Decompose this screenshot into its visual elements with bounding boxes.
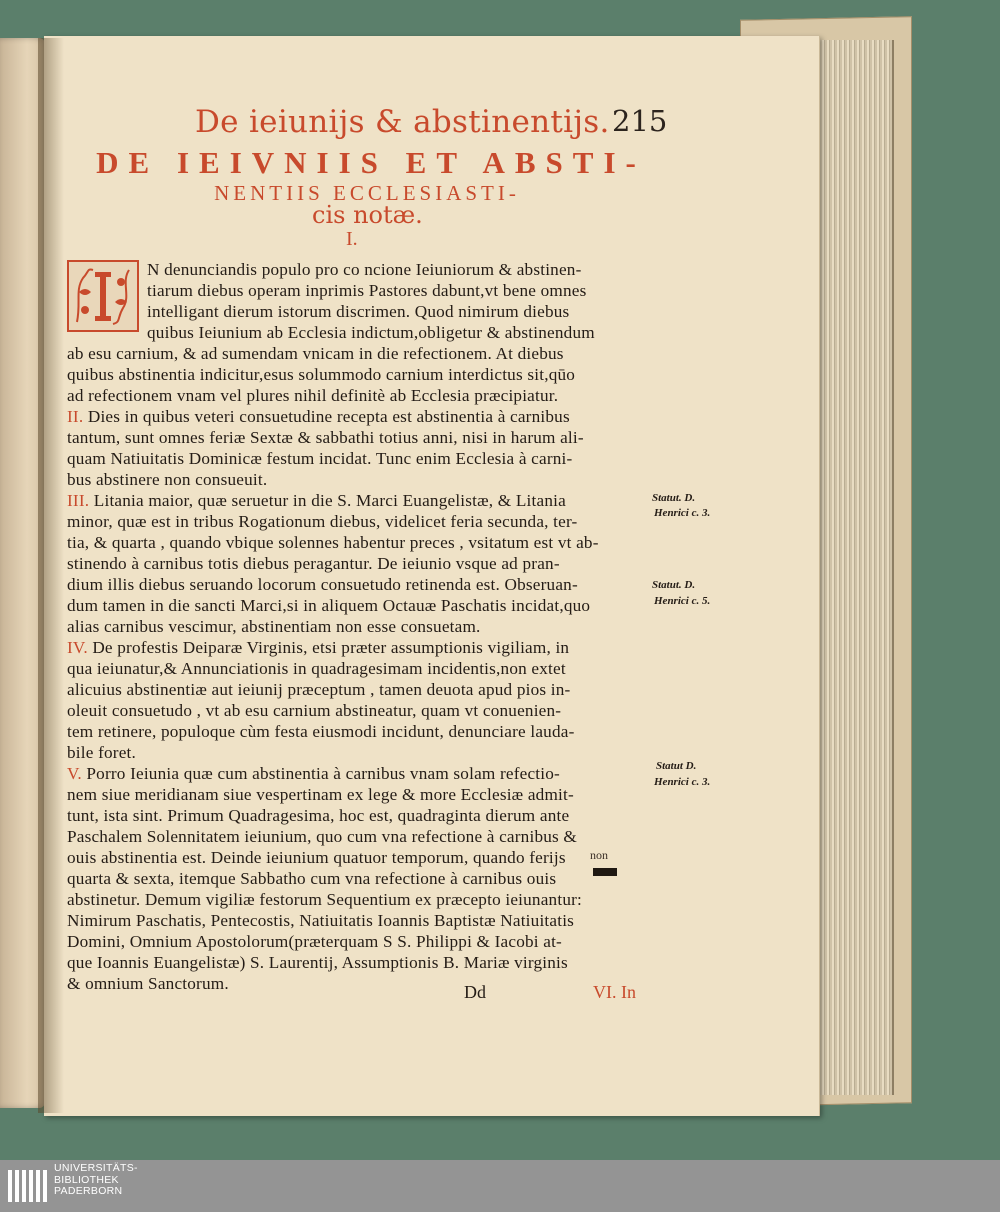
section-numeral: IV. xyxy=(67,638,93,657)
body-line: abstinetur. Demum vigiliæ festorum Sequentium ex præcepto ieiunantur: xyxy=(67,890,583,909)
margin-note: Henrici c. 3. xyxy=(654,507,711,519)
body-line: alias carnibus vescimur, abstinentiam non esse consuetam. xyxy=(67,617,481,636)
margin-note: Statut D. xyxy=(656,760,697,772)
body-line: quam Natiuitatis Dominicæ festum incidat. Tunc enim Ecclesia à carni- xyxy=(67,449,573,468)
body-line: ab esu carnium, & ad sumendam vnicam in die refectionem. At diebus xyxy=(67,344,564,363)
body-line xyxy=(67,764,560,784)
body-line: minor, quæ est in tribus Rogationum diebus, videlicet feria secunda, ter- xyxy=(67,512,578,531)
body-line: dium illis diebus seruando locorum consuetudo retinenda est. Obseruan- xyxy=(67,575,578,594)
body-line xyxy=(67,407,570,427)
body-line: quibus Ieiunium ab Ecclesia indictum,obligetur & abstinendum xyxy=(147,323,595,342)
logo-line: BIBLIOTHEK xyxy=(54,1173,119,1186)
body-line: tunt, ista sint. Primum Quadragesima, hoc est, quadraginta dierum ante xyxy=(67,806,570,825)
logo-line: UNIVERSITÄTS- xyxy=(54,1162,138,1174)
body-line: & omnium Sanctorum. xyxy=(67,974,229,993)
body-line: stinendo à carnibus totis diebus peragantur. De ieiunio vsque ad pran- xyxy=(67,554,560,573)
body-line: Domini, Omnium Apostolorum(præterquam S S. Philippi & Iacobi at- xyxy=(67,932,562,951)
margin-note: Henrici c. 3. xyxy=(654,776,711,788)
struck-word-mark xyxy=(593,868,617,876)
footer-bar xyxy=(0,1160,1000,1212)
body-line: Paschalem Solennitatem ieiunium, quo cum vna refectione à carnibus & xyxy=(67,827,577,846)
signature-mark: Dd xyxy=(464,982,486,1002)
gutter-shadow xyxy=(38,38,64,1113)
interlinear-correction: non xyxy=(590,848,608,862)
library-logo-text xyxy=(54,1163,138,1198)
margin-note: Statut. D. xyxy=(652,492,696,504)
body-line: tem retinere, populoque cùm festa eiusmodi incidunt, denunciare lauda- xyxy=(67,722,575,741)
body-line: Nimirum Paschatis, Pentecostis, Natiuitatis Ioannis Baptistæ Natiuitatis xyxy=(67,911,575,930)
section-numeral: I. xyxy=(346,228,358,250)
body-line: bus abstinere non consueuit. xyxy=(67,470,268,489)
body-line: alicuius abstinentiæ aut ieiunij præceptum , tamen deuota apud pios in- xyxy=(67,680,571,699)
body-line: quarta & sexta, itemque Sabbatho cum vna refectione à carnibus ouis xyxy=(67,869,557,888)
body-line xyxy=(67,491,566,511)
margin-note: Henrici c. 5. xyxy=(654,595,711,607)
body-line: ad refectionem vnam vel plures nihil definitè ab Ecclesia præcipiatur. xyxy=(67,386,559,405)
body-line: ouis abstinentia est. Deinde ieiunium quatuor temporum, quando ferijs xyxy=(67,848,566,867)
body-line: nem siue meridianam siue vespertinam ex lege & more Ecclesiæ admit- xyxy=(67,785,574,804)
body-line: qua ieiunatur,& Annunciationis in quadragesimam incidentis,non extet xyxy=(67,659,566,678)
body-line: N denunciandis populo pro co ncione Ieiuniorum & abstinen- xyxy=(147,260,582,279)
body-line: tia, & quarta , quando vbique solennes habentur preces , vsitatum est vt ab- xyxy=(67,533,599,552)
body-line: intelligant dierum istorum discrimen. Quod nimirum diebus xyxy=(147,302,570,321)
logo-line: PADERBORN xyxy=(54,1185,123,1197)
section-text: De profestis Deiparæ Virginis, etsi præter assumptionis vigiliam, in xyxy=(92,638,570,657)
body-line xyxy=(67,638,569,658)
body-line: bile foret. xyxy=(67,743,137,762)
section-text: Porro Ieiunia quæ cum abstinentia à carnibus vnam solam refectio- xyxy=(86,764,560,783)
chapter-title-line1: DE IEIVNIIS ET ABSTI- xyxy=(96,145,646,180)
section-text: Dies in quibus veteri consuetudine recepta est abstinentia à carnibus xyxy=(87,407,570,426)
chapter-title-line2: NENTIIS ECCLESIASTI- xyxy=(214,181,520,205)
running-title: De ieiunijs & abstinentijs. xyxy=(195,104,610,140)
section-text: Litania maior, quæ seruetur in die S. Marci Euangelistæ, & Litania xyxy=(93,491,566,510)
decorated-initial-icon xyxy=(67,260,139,332)
library-logo-icon xyxy=(6,1168,50,1204)
body-line: que Ioannis Euangelistæ) S. Laurentij, Assumptionis B. Mariæ virginis xyxy=(67,953,568,972)
section-numeral: II. xyxy=(67,407,88,426)
margin-note: Statut. D. xyxy=(652,579,696,591)
catchword: VI. In xyxy=(593,982,636,1002)
body-line: tiarum diebus operam inprimis Pastores dabunt,vt bene omnes xyxy=(147,281,587,300)
body-line: quibus abstinentia indicitur,esus solummodo carnium interdictus sit,qūo xyxy=(67,365,576,384)
page-number: 215 xyxy=(612,104,668,138)
body-line: tantum, sunt omnes feriæ Sextæ & sabbathi totius anni, nisi in harum ali- xyxy=(67,428,584,447)
body-line: oleuit consuetudo , vt ab esu carnium abstineatur, quam vt conuenien- xyxy=(67,701,562,720)
body-line: dum tamen in die sancti Marci,si in aliquem Octauæ Paschatis incidat,quo xyxy=(67,596,591,615)
section-numeral: III. xyxy=(67,491,94,510)
chapter-title-line3: cis notæ. xyxy=(312,201,423,229)
section-numeral: V. xyxy=(67,764,87,783)
